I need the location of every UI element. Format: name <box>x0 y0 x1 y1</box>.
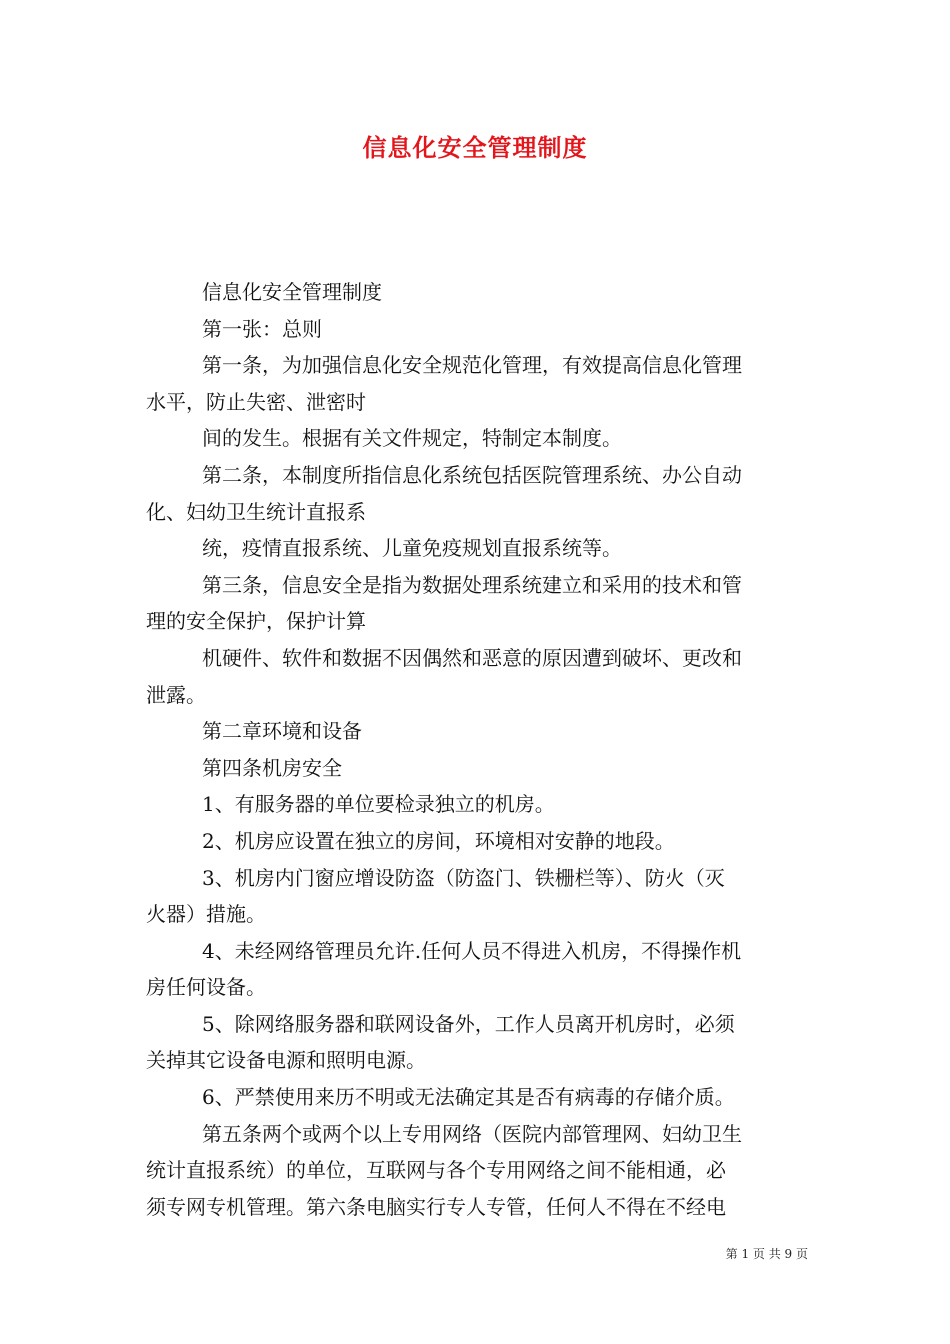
paragraph-line: 化、妇幼卫生统计直报系 <box>146 499 366 524</box>
list-item <box>146 786 808 823</box>
list-item <box>146 1006 808 1079</box>
paragraph-line: 第二条，本制度所指信息化系统包括医院管理系统、办公自动 <box>202 462 742 487</box>
paragraph <box>146 567 808 640</box>
paragraph <box>146 274 808 311</box>
document-body <box>146 274 808 1225</box>
paragraph-line: 机硬件、软件和数据不因偶然和恶意的原因遭到破坏、更改和 <box>202 645 742 670</box>
paragraph <box>146 530 808 567</box>
paragraph-line: 第五条两个或两个以上专用网络（医院内部管理网、妇幼卫生 <box>202 1121 742 1146</box>
paragraph <box>146 640 808 713</box>
list-item <box>146 860 808 933</box>
paragraph-line: 1、有服务器的单位要检录独立的机房。 <box>202 792 555 817</box>
paragraph-line: 3、机房内门窗应增设防盗（防盗门、铁栅栏等）、防火（灭 <box>202 865 725 890</box>
paragraph-line: 2、机房应设置在独立的房间，环境相对安静的地段。 <box>202 828 675 853</box>
paragraph-line: 6、严禁使用来历不明或无法确定其是否有病毒的存储介质。 <box>202 1085 735 1110</box>
paragraph-line: 第四条机房安全 <box>202 755 342 780</box>
paragraph <box>146 311 808 348</box>
paragraph-line: 间的发生。根据有关文件规定，特制定本制度。 <box>202 426 622 451</box>
paragraph-line: 统计直报系统）的单位，互联网与各个专用网络之间不能相通，必 <box>146 1158 726 1183</box>
document-title: 信息化安全管理制度 <box>362 134 588 162</box>
paragraph-line: 5、除网络服务器和联网设备外，工作人员离开机房时，必须 <box>202 1011 735 1036</box>
list-item <box>146 823 808 860</box>
paragraph-line: 4、未经网络管理员允许.任何人员不得进入机房，不得操作机 <box>202 938 742 963</box>
paragraph-line: 泄露。 <box>146 682 206 707</box>
paragraph <box>146 457 808 530</box>
paragraph <box>146 420 808 457</box>
paragraph-line: 房任何设备。 <box>146 975 266 1000</box>
list-item <box>146 1079 808 1116</box>
paragraph-line: 第一条，为加强信息化安全规范化管理，有效提高信息化管理 <box>202 353 742 378</box>
paragraph-line: 统，疫情直报系统、儿童免疫规划直报系统等。 <box>202 536 622 561</box>
paragraph-line: 信息化安全管理制度 <box>202 280 382 304</box>
page-number-footer: 第 1 页 共 9 页 <box>725 1247 808 1261</box>
paragraph-line: 关掉其它设备电源和照明电源。 <box>146 1048 426 1073</box>
paragraph-line: 第一张：总则 <box>202 316 322 341</box>
paragraph-line: 须专网专机管理。第六条电脑实行专人专管，任何人不得在不经电 <box>146 1194 726 1219</box>
paragraph-line: 第二章环境和设备 <box>202 719 362 744</box>
chapter-heading <box>146 713 808 750</box>
paragraph-line: 第三条，信息安全是指为数据处理系统建立和采用的技术和管 <box>202 572 742 597</box>
paragraph-line: 火器）措施。 <box>146 902 266 927</box>
paragraph <box>146 1116 808 1226</box>
paragraph-line: 理的安全保护，保护计算 <box>146 609 366 634</box>
paragraph <box>146 347 808 420</box>
list-item <box>146 933 808 1006</box>
paragraph-line: 水平，防止失密、泄密时 <box>146 389 366 414</box>
article-heading <box>146 750 808 787</box>
